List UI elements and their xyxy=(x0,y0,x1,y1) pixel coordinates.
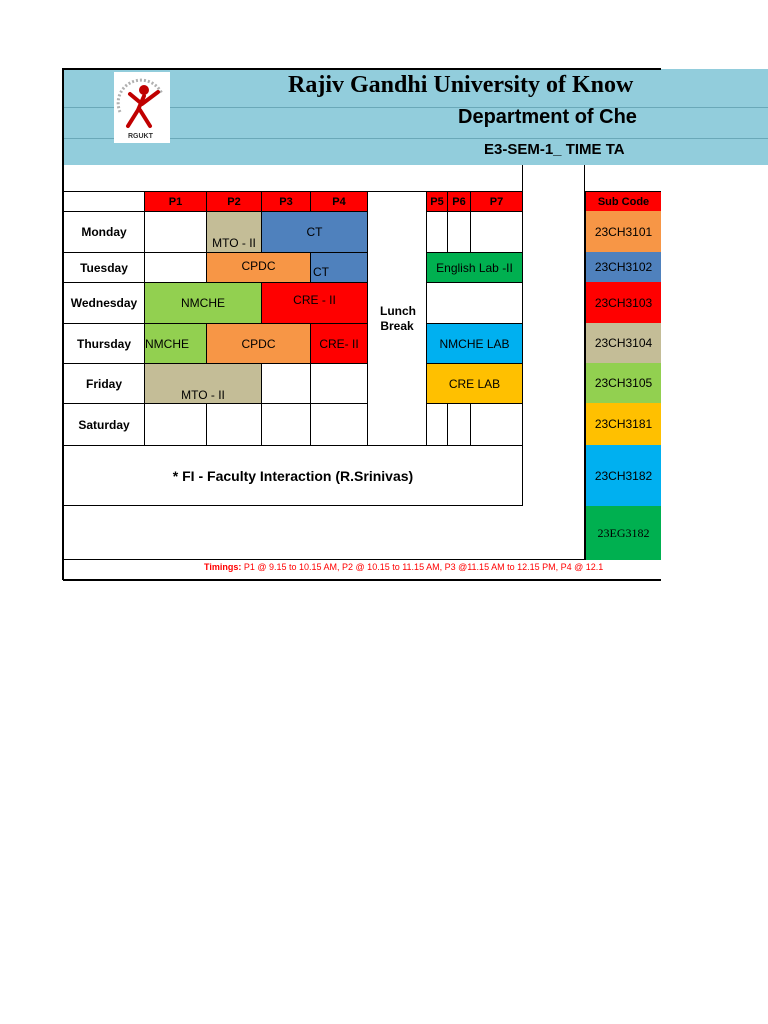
wed-afternoon xyxy=(426,282,523,324)
sat-p7 xyxy=(470,403,523,446)
mon-mto-slot xyxy=(206,211,262,253)
fri-cre-lab-slot: CRE LAB xyxy=(426,363,523,404)
wed-cre-slot: CRE - II xyxy=(261,282,368,324)
sub-code-23CH3105: 23CH3105 xyxy=(585,363,661,404)
sat-p1 xyxy=(144,403,207,446)
thu-cre-slot: CRE- II xyxy=(310,323,368,364)
thu-nmche-slot: NMCHE xyxy=(144,323,207,364)
period-header-p4: P4 xyxy=(310,191,368,212)
period-header-p1: P1 xyxy=(144,191,207,212)
day-tuesday: Tuesday xyxy=(63,252,145,283)
sat-p2 xyxy=(206,403,262,446)
tue-p1 xyxy=(144,252,207,283)
faculty-interaction-note xyxy=(63,445,523,506)
fri-mto-label: MTO - II xyxy=(181,388,225,402)
note-text: * FI - Faculty Interaction (R.Srinivas) xyxy=(172,468,414,484)
period-header-p6: P6 xyxy=(447,191,471,212)
university-title: Rajiv Gandhi University of Know xyxy=(288,72,634,98)
timetable-title: E3-SEM-1_ TIME TA xyxy=(484,141,625,158)
tue-english-lab-slot: English Lab -II xyxy=(426,252,523,283)
sat-p6 xyxy=(447,403,471,446)
lunch-break-label: Lunch Break xyxy=(380,303,416,333)
mon-p7 xyxy=(470,211,523,253)
bottom-grid-line xyxy=(63,559,661,560)
thu-nmche-lab-slot: NMCHE LAB xyxy=(426,323,523,364)
tue-ct-slot xyxy=(310,252,368,283)
mon-p6 xyxy=(447,211,471,253)
timings-label: Timings: xyxy=(204,562,242,572)
sub-code-23CH3101: 23CH3101 xyxy=(585,211,661,253)
department-title: Department of Che xyxy=(458,106,637,128)
tue-ct-label: CT xyxy=(313,265,329,279)
period-header-p2: P2 xyxy=(206,191,262,212)
university-logo xyxy=(114,72,170,143)
fri-p3 xyxy=(261,363,311,404)
sat-p5 xyxy=(426,403,448,446)
mon-p5 xyxy=(426,211,448,253)
sat-p3 xyxy=(261,403,311,446)
sheet-top-border xyxy=(63,68,661,70)
period-header-blank xyxy=(63,191,145,212)
logo-text: RGUKT xyxy=(128,133,153,140)
wed-nmche-slot: NMCHE xyxy=(144,282,262,324)
sub-code-header: Sub Code xyxy=(585,191,661,212)
fri-p4 xyxy=(310,363,368,404)
tue-cpdc-slot: CPDC xyxy=(206,252,311,283)
day-wednesday: Wednesday xyxy=(63,282,145,324)
fri-mto-slot xyxy=(144,363,262,404)
timings-line xyxy=(204,562,661,577)
sub-code-23CH3182: 23CH3182 xyxy=(585,445,661,507)
timings-text: P1 @ 9.15 to 10.15 AM, P2 @ 10.15 to 11.15 AM, P3 @11.15 AM to 12.15 PM, P4 @ 12.1 xyxy=(241,562,604,572)
day-thursday: Thursday xyxy=(63,323,145,364)
day-monday: Monday xyxy=(63,211,145,253)
period-header-p5: P5 xyxy=(426,191,448,212)
mon-mto-label: MTO - II xyxy=(212,236,256,250)
sub-code-23CH3102: 23CH3102 xyxy=(585,252,661,283)
mon-p1 xyxy=(144,211,207,253)
period-header-p7: P7 xyxy=(470,191,523,212)
mon-ct-slot: CT xyxy=(261,211,368,253)
day-friday: Friday xyxy=(63,363,145,404)
timings-bottom-line xyxy=(63,579,661,581)
sat-p4 xyxy=(310,403,368,446)
sub-code-23EG3182: 23EG3182 xyxy=(585,506,661,560)
sub-code-23CH3181: 23CH3181 xyxy=(585,403,661,446)
period-header-p3: P3 xyxy=(261,191,311,212)
day-saturday: Saturday xyxy=(63,403,145,446)
thu-cpdc-slot: CPDC xyxy=(206,323,311,364)
lunch-break xyxy=(367,191,427,446)
sub-code-23CH3104: 23CH3104 xyxy=(585,323,661,364)
sub-code-23CH3103: 23CH3103 xyxy=(585,282,661,324)
